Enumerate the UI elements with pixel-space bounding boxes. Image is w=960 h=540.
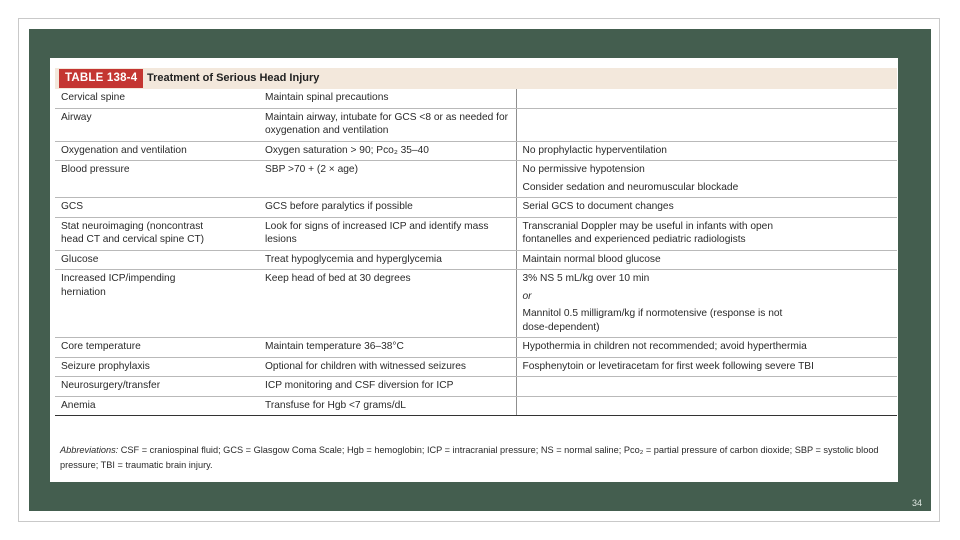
cell-line: Consider sedation and neuromuscular blockade [522,181,739,193]
cell-line: Glucose [61,253,99,265]
table-row [55,141,897,161]
cell-line: Optional for children with witnessed seizures [265,360,467,372]
cell-line: Maintain temperature 36–38°C [265,341,404,352]
cell-line: Stat neuroimaging (noncontrast [61,220,204,232]
table-cell-1 [55,108,259,141]
cell-line: Serial GCS to document changes [522,201,674,212]
cell-line: 3% NS 5 mL/kg over 10 min [522,273,650,284]
cell-line: Fosphenytoin or levetiracetam for first week following severe TBI [522,360,814,372]
table-row [55,270,897,338]
table-row [55,377,897,397]
table-label: TABLE 138-4 [59,69,143,88]
table-row [55,217,897,250]
cell-line: Maintain normal blood glucose [522,253,661,265]
cell-line: Anemia [61,399,96,411]
cell-line: Keep head of bed at 30 degrees [265,273,411,284]
table-cell-2 [259,108,516,141]
cell-line: Maintain airway, intubate for GCS <8 or as needed for [265,111,509,123]
cell-line: Cervical spine [61,92,125,103]
table-cell-2 [259,161,516,198]
cell-line: or [522,290,532,302]
table-cell-3 [516,270,897,338]
table-row [55,89,897,108]
table-row [55,250,897,270]
table-cell-3 [516,357,897,377]
table-row [55,108,897,141]
cell-line: Core temperature [61,341,141,352]
cell-line: oxygenation and ventilation [265,125,389,136]
cell-line: dose-dependent) [522,321,600,333]
cell-line: GCS before paralytics if possible [265,201,413,212]
cell-line: Neurosurgery/transfer [61,380,161,391]
table-cell-1 [55,357,259,377]
table-cell-1 [55,89,259,108]
table-cell-2 [259,338,516,358]
table-cell-1 [55,396,259,416]
table-cell-1 [55,250,259,270]
page-number: 34 [911,498,922,508]
table-cell-2 [259,141,516,161]
cell-line: Mannitol 0.5 milligram/kg if normotensive (response is not [522,308,783,319]
table-cell-2 [259,377,516,397]
table-row [55,198,897,218]
table-row [55,338,897,358]
cell-line: SBP >70 + (2 × age) [265,164,358,175]
cell-line: Hypothermia in children not recommended; avoid hyperthermia [522,341,807,352]
cell-line: No prophylactic hyperventilation [522,144,667,156]
table-title-band [55,68,897,89]
abbreviations-label: Abbreviations: [60,445,119,455]
cell-line: Look for signs of increased ICP and identify mass [265,220,489,232]
table-cell-1 [55,141,259,161]
table-cell-3 [516,396,897,416]
cell-line: Maintain spinal precautions [265,92,389,103]
table-cell-1 [55,338,259,358]
table-cell-2 [259,357,516,377]
table-cell-3 [516,217,897,250]
abbreviations-footnote [60,443,892,472]
cell-line: Transcranial Doppler may be useful in infants with open [522,220,773,232]
cell-line: Oxygen saturation > 90; Pco₂ 35–40 [265,144,429,156]
table-cell-1 [55,270,259,338]
table-cell-1 [55,198,259,218]
table-cell-2 [259,396,516,416]
table-cell-2 [259,198,516,218]
table-cell-2 [259,217,516,250]
cell-line: Increased ICP/impending [61,273,176,284]
table-cell-2 [259,270,516,338]
table-title: Treatment of Serious Head Injury [147,72,320,84]
cell-line: ICP monitoring and CSF diversion for ICP [265,380,454,391]
table-cell-1 [55,377,259,397]
cell-line: fontanelles and experienced pediatric radiologists [522,234,746,245]
table-cell-3 [516,377,897,397]
cell-line: Oxygenation and ventilation [61,144,187,156]
cell-line: Transfuse for Hgb <7 grams/dL [265,399,406,411]
cell-line: herniation [61,286,106,298]
cell-line: head CT and cervical spine CT) [61,234,205,245]
table-cell-2 [259,89,516,108]
table-cell-3 [516,338,897,358]
cell-line: Treat hypoglycemia and hyperglycemia [265,253,442,265]
table-cell-3 [516,108,897,141]
table-row [55,161,897,198]
table-cell-3 [516,250,897,270]
table-cell-3 [516,198,897,218]
table-image [50,58,898,482]
cell-line: lesions [265,234,297,245]
table-row [55,396,897,416]
treatment-table [55,89,897,416]
cell-line: Blood pressure [61,164,130,175]
cell-line: Seizure prophylaxis [61,360,150,372]
cell-line: No permissive hypotension [522,164,645,175]
table-cell-2 [259,250,516,270]
table-cell-3 [516,161,897,198]
cell-line: GCS [61,201,84,212]
cell-line: Airway [61,111,92,123]
table-cell-3 [516,89,897,108]
table-cell-1 [55,217,259,250]
abbreviations-text: CSF = craniospinal fluid; GCS = Glasgow Coma Scale; Hgb = hemoglobin; ICP = intracranial pressure; NS = normal saline; Pco₂ = partial pressure of carbon dioxide; SBP = systolic blood pressure; TBI = traumatic brain injury. [60,445,879,470]
table-cell-1 [55,161,259,198]
table-row [55,357,897,377]
table-cell-3 [516,141,897,161]
